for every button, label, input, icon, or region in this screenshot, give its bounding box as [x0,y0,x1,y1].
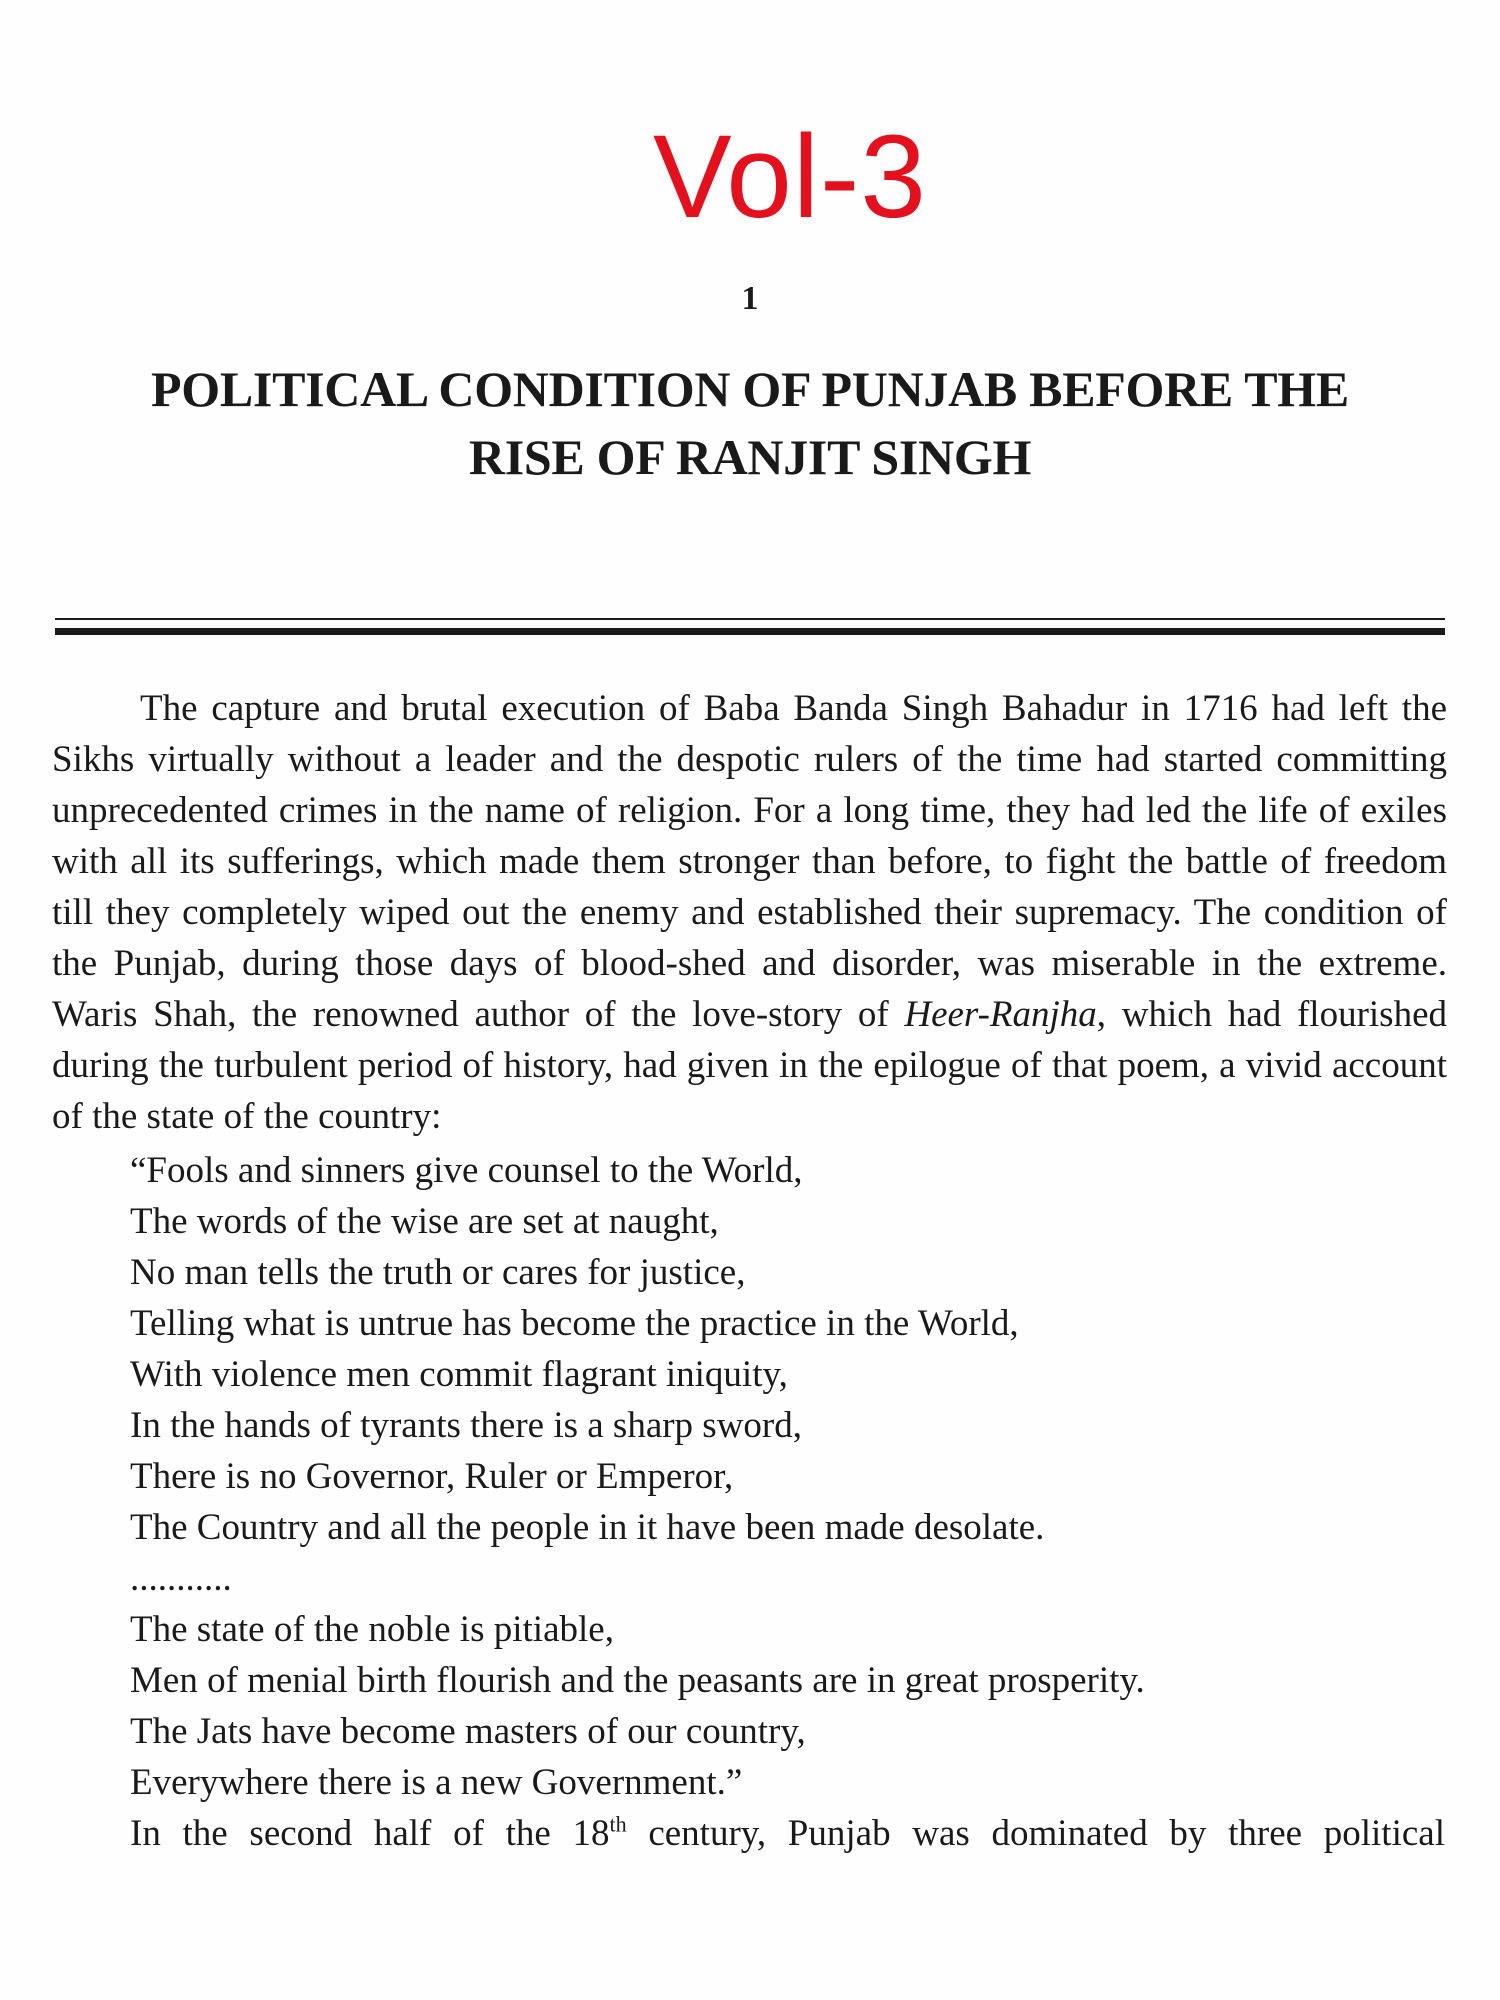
closing-line-text-2: century, Punjab was dominated by three political [626,1813,1445,1854]
verse-line: Telling what is untrue has become the practice in the World, [130,1303,1019,1344]
verse-line: The state of the noble is pitiable, [130,1609,614,1650]
volume-label: Vol-3 [653,111,927,243]
verse-line: The Jats have become masters of our country, [130,1711,806,1752]
intro-paragraph [52,683,1447,1142]
verse-line: There is no Governor, Ruler or Emperor, [130,1456,734,1497]
chapter-title-line-2: RISE OF RANJIT SINGH [468,429,1032,485]
chapter-title-line-1: POLITICAL CONDITION OF PUNJAB BEFORE THE [151,361,1349,417]
poem-title-italic: Heer-Ranjha [904,994,1097,1035]
divider-thin [55,618,1445,620]
verse-ellipsis: ........... [130,1558,232,1599]
intro-paragraph-text-2: , which had flourished during the turbulent period of history, had given in the epilogue of that poem, a vivid account of the state of the country: [52,994,1447,1137]
closing-line-text-1: In the second half of the 18 [130,1813,610,1854]
verse-line: “Fools and sinners give counsel to the World, [130,1150,803,1191]
verse-line: Everywhere there is a new Government.” [130,1762,743,1803]
verse-line: In the hands of tyrants there is a sharp sword, [130,1405,802,1446]
verse-quote [130,1145,1460,1808]
chapter-number: 1 [741,280,759,317]
intro-paragraph-text-1: The capture and brutal execution of Baba Banda Singh Bahadur in 1716 had left the Sikhs virtually without a leader and the despotic rulers of the time had started committing unprecedented crimes in the name of religion. For a long time, they had led the life of exiles with all its sufferings, which made them stronger than before, to fight the battle of freedom till they completely wiped out the enemy and established their supremacy. The condition of the Punjab, during those days of blood-shed and disorder, was miserable in the extreme. Waris Shah, the renowned author of the love-story of [52,688,1447,1035]
verse-line: Men of menial birth flourish and the peasants are in great prosperity. [130,1660,1145,1701]
verse-line: The words of the wise are set at naught, [130,1201,719,1242]
chapter-title [40,355,1460,491]
verse-line: No man tells the truth or cares for justice, [130,1252,746,1293]
verse-line: With violence men commit flagrant iniquity, [130,1354,788,1395]
closing-line [130,1808,1445,1859]
ordinal-superscript: th [609,1811,627,1837]
verse-line: The Country and all the people in it have been made desolate. [130,1507,1045,1548]
divider-thick [55,628,1445,635]
